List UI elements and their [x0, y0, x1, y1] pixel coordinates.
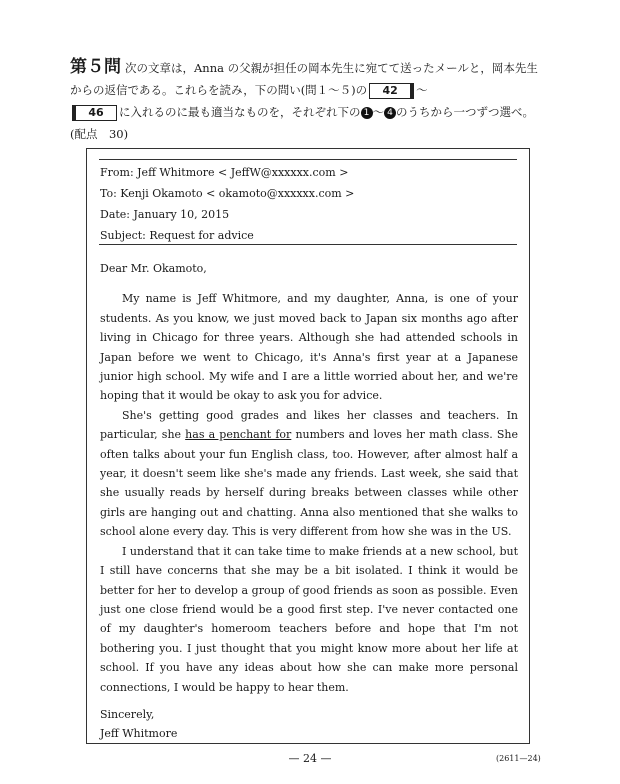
choice-4-icon: 4: [384, 107, 396, 119]
email-signature: Jeff Whitmore: [100, 727, 178, 741]
answer-box-42: 42: [369, 83, 414, 99]
email-to: To: Kenji Okamoto < okamoto@xxxxxx.com >: [100, 187, 355, 200]
answer-box-46: 46: [72, 105, 117, 121]
email-paragraph-3: I understand that it can take time to make friends at a new school, but I still have concerns that she may be a bit isolated. I think it would be better for her to develop a group of good friends as soon as possible. Even just one close friend would be a good first step. I've never contacted one of my daughter's homeroom teachers before and hope that I'm not bothering you. I just thought that you might know more about her life at school. If you have any ideas about how she can make more personal connections, I would be happy to hear them.: [100, 544, 518, 694]
underlined-phrase: has a penchant for: [185, 428, 292, 442]
paragraph-2-end: numbers and loves her math class. She often talks about your fun English class, too. However, after almost half a year, it doesn't seem like she's made any friends. Last week, she said that she usually reads by herself during breaks between classes while other girls are hanging out and chatting. Anna also mentioned that she walks to school alone every day. This is very different from how she was in the US.: [100, 428, 518, 539]
email-date: Date: January 10, 2015: [100, 208, 230, 221]
paragraph-2-start: She's getting good grades and likes her classes and teachers. In particular, she: [100, 408, 518, 442]
email-top-rule: [99, 159, 517, 160]
page-code: (2611—24): [496, 754, 541, 763]
email-greeting: Dear Mr. Okamoto,: [100, 262, 207, 275]
email-closing: Sincerely,: [100, 707, 155, 721]
email-paragraph-2: [100, 406, 518, 542]
choice-range-sep: ～: [372, 105, 384, 119]
email-box: [86, 148, 530, 744]
question-text-3: のうちから一つずつ選べ。(配点 30): [70, 105, 534, 141]
page-number: — 24 —: [288, 752, 332, 765]
range-tilde: ～: [416, 83, 428, 97]
email-subject: Subject: Request for advice: [100, 229, 254, 242]
question-text-1: 次の文章は，Anna の父親が担任の岡本先生に宛てて送ったメールと，岡本先生からの返信である。これらを読み，下の問い(問１～５)の: [70, 61, 538, 97]
email-body: [100, 259, 518, 744]
email-from: From: Jeff Whitmore < JeffW@xxxxxx.com >: [100, 166, 349, 179]
email-header-rule: [99, 244, 517, 245]
question-number: 第５問: [70, 57, 121, 77]
email-paragraph-1: My name is Jeff Whitmore, and my daughter, Anna, is one of your students. As you know, we just moved back to Japan six months ago after living in Chicago for three years. Although she had attended schools in Japan before we went to Chicago, it's Anna's first year at a Japanese junior high school. My wife and I are a little worried about her, and we're hoping that it would be okay to ask you for advice.: [100, 292, 518, 403]
question-text-2: に入れるのに最も適当なものを，それぞれ下の: [119, 105, 361, 119]
question-header: [70, 56, 548, 145]
choice-1-icon: 1: [361, 107, 373, 119]
